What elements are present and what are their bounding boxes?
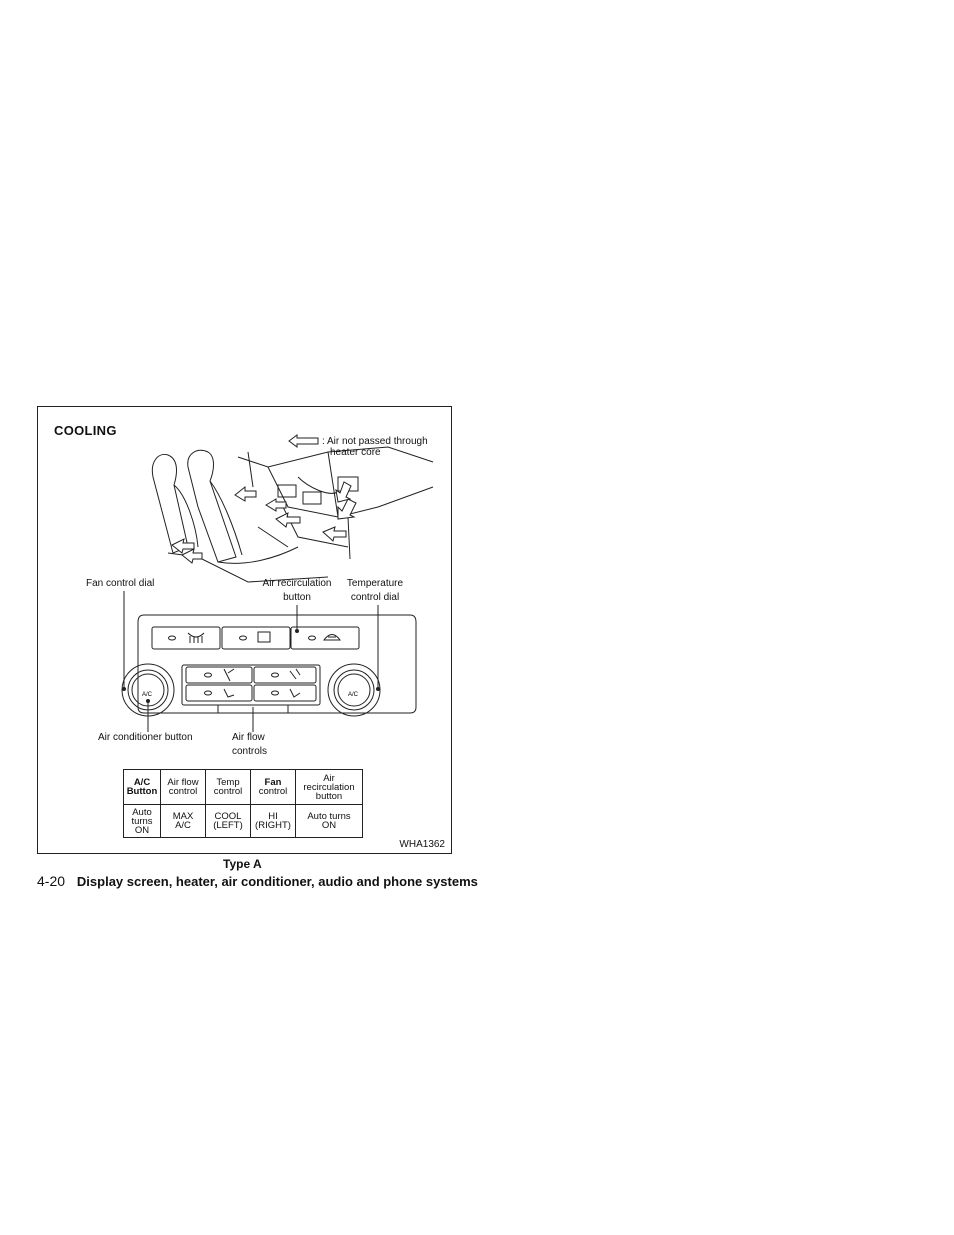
defrost-icon: [188, 633, 204, 643]
cell-line: (RIGHT): [255, 820, 291, 831]
figure-code: WHA1362: [399, 839, 445, 850]
floor-icon: [224, 689, 234, 697]
cell-line: ON: [321, 820, 337, 831]
ac-right-text: A/C: [348, 692, 359, 698]
cell-line: Fan: [264, 777, 282, 788]
floor-defrost-icon: [290, 689, 300, 697]
ac-left-text: A/C: [142, 692, 153, 698]
table-value-cell: [206, 805, 251, 838]
figure-title: COOLING: [54, 423, 117, 438]
table-header-cell: [161, 770, 206, 805]
table-value-cell: [251, 805, 296, 838]
vent-icon: [224, 669, 234, 681]
temp-label-line-2: control dial: [350, 592, 400, 603]
table-value-row: [124, 805, 363, 838]
cell-line: Air: [323, 772, 335, 784]
recirculation-icon: [324, 635, 340, 641]
cell-line: COOL: [214, 811, 242, 822]
page-footer: [37, 873, 478, 889]
cell-line: Temp: [216, 777, 240, 788]
cell-line: (LEFT): [213, 820, 243, 831]
table-value-cell: [161, 805, 206, 838]
cell-line: Auto turns: [307, 811, 351, 822]
table-value-cell: [296, 805, 363, 838]
settings-table: [123, 769, 363, 838]
figure-cooling: [37, 406, 452, 854]
recirc-label-line-1: Air recirculation: [262, 578, 332, 589]
cell-line: button: [315, 790, 343, 802]
table-header-cell: [251, 770, 296, 805]
cell-line: A/C: [175, 820, 191, 831]
airflow-label-line-2: controls: [232, 746, 268, 757]
rear-defrost-icon: [258, 632, 270, 642]
section-title: Display screen, heater, air conditioner, audio and phone systems: [76, 874, 478, 889]
table-value-cell: [124, 805, 161, 838]
figure-caption: Type A: [223, 857, 262, 871]
airflow-label: [232, 731, 267, 759]
recirc-label-line-2: button: [283, 592, 311, 603]
cell-line: Air flow: [167, 777, 199, 788]
table-header-cell: [296, 770, 363, 805]
cell-line: Button: [126, 786, 158, 797]
cell-line: ON: [134, 824, 150, 836]
cell-line: control: [168, 786, 198, 797]
cell-line: turns: [131, 815, 153, 827]
page-number: 4-20: [37, 873, 66, 889]
temp-label-line-1: Temperature: [346, 578, 404, 589]
cell-line: control: [213, 786, 243, 797]
control-panel-diagram: [38, 407, 451, 747]
airflow-label-line-1: Air flow: [232, 732, 265, 743]
table-header-cell: [206, 770, 251, 805]
cell-line: HI: [268, 811, 278, 822]
cell-line: control: [258, 786, 288, 797]
fan-dial-label: Fan control dial: [86, 578, 155, 589]
legend-line-2: heater core: [330, 447, 381, 458]
cell-line: A/C: [133, 777, 151, 788]
ac-button-label: Air conditioner button: [98, 732, 193, 743]
legend-line-1: : Air not passed through: [322, 436, 428, 447]
table-header-row: [124, 770, 363, 805]
bilevel-icon: [290, 669, 300, 679]
cell-line: MAX: [172, 811, 194, 822]
cell-line: recirculation: [303, 781, 355, 793]
cell-line: Auto: [132, 806, 152, 818]
table-header-cell: [124, 770, 161, 805]
